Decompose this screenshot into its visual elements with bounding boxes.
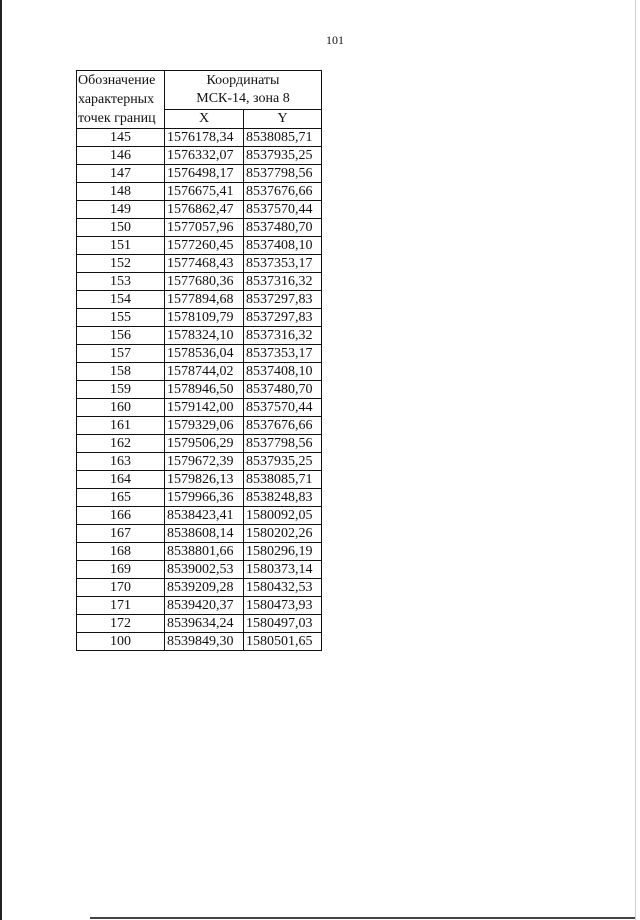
x-coordinate-cell: 8538608,14 <box>165 525 244 543</box>
page-number: 101 <box>326 33 344 47</box>
point-cell: 145 <box>77 129 165 147</box>
x-coordinate-cell: 8538801,66 <box>165 543 244 561</box>
x-coordinate-cell: 1579142,00 <box>165 399 244 417</box>
table-row <box>77 381 322 399</box>
point-cell: 165 <box>77 489 165 507</box>
table-header <box>77 71 322 129</box>
x-coordinate-cell: 8538423,41 <box>165 507 244 525</box>
table-row <box>77 291 322 309</box>
point-cell: 154 <box>77 291 165 309</box>
y-coordinate-cell: 8537676,66 <box>244 417 322 435</box>
table-row <box>77 129 322 147</box>
point-cell: 157 <box>77 345 165 363</box>
x-coordinate-cell: 8539420,37 <box>165 597 244 615</box>
x-coordinate-cell: 1579506,29 <box>165 435 244 453</box>
x-coordinate-cell: 1577680,36 <box>165 273 244 291</box>
table-row <box>77 597 322 615</box>
table-row <box>77 327 322 345</box>
header-point-line-3: точек границ <box>78 111 156 126</box>
x-coordinate-cell: 1577057,96 <box>165 219 244 237</box>
y-coordinate-cell: 1580202,26 <box>244 525 322 543</box>
x-coordinate-cell: 1577894,68 <box>165 291 244 309</box>
header-coordinates <box>165 71 322 110</box>
header-coordinates-line-1: Координаты <box>206 73 280 88</box>
header-y: Y <box>244 110 322 129</box>
y-coordinate-cell: 8537316,32 <box>244 327 322 345</box>
point-cell: 100 <box>77 633 165 651</box>
point-cell: 163 <box>77 453 165 471</box>
y-coordinate-cell: 1580373,14 <box>244 561 322 579</box>
x-coordinate-cell: 1576675,41 <box>165 183 244 201</box>
y-coordinate-cell: 8537353,17 <box>244 255 322 273</box>
x-coordinate-cell: 1579329,06 <box>165 417 244 435</box>
point-cell: 171 <box>77 597 165 615</box>
y-coordinate-cell: 1580473,93 <box>244 597 322 615</box>
y-coordinate-cell: 8537935,25 <box>244 147 322 165</box>
point-cell: 172 <box>77 615 165 633</box>
point-cell: 151 <box>77 237 165 255</box>
table-row <box>77 309 322 327</box>
y-coordinate-cell: 8537935,25 <box>244 453 322 471</box>
x-coordinate-cell: 1578946,50 <box>165 381 244 399</box>
point-cell: 158 <box>77 363 165 381</box>
table-row <box>77 219 322 237</box>
y-coordinate-cell: 8537297,83 <box>244 291 322 309</box>
y-coordinate-cell: 8538248,83 <box>244 489 322 507</box>
coordinates-table <box>76 70 322 651</box>
x-coordinate-cell: 1579966,36 <box>165 489 244 507</box>
x-coordinate-cell: 1579826,13 <box>165 471 244 489</box>
scan-border-bottom <box>90 917 635 919</box>
table-row <box>77 399 322 417</box>
point-cell: 168 <box>77 543 165 561</box>
y-coordinate-cell: 8537570,44 <box>244 399 322 417</box>
scan-border-left <box>0 0 2 920</box>
table-row <box>77 561 322 579</box>
x-coordinate-cell: 8539209,28 <box>165 579 244 597</box>
table-row <box>77 435 322 453</box>
table-row <box>77 237 322 255</box>
x-coordinate-cell: 8539849,30 <box>165 633 244 651</box>
y-coordinate-cell: 1580092,05 <box>244 507 322 525</box>
y-coordinate-cell: 8537480,70 <box>244 219 322 237</box>
y-coordinate-cell: 8537570,44 <box>244 201 322 219</box>
x-coordinate-cell: 1578109,79 <box>165 309 244 327</box>
point-cell: 149 <box>77 201 165 219</box>
table-row <box>77 543 322 561</box>
point-cell: 153 <box>77 273 165 291</box>
x-coordinate-cell: 1579672,39 <box>165 453 244 471</box>
header-coordinates-line-2: МСК-14, зона 8 <box>196 91 290 106</box>
point-cell: 166 <box>77 507 165 525</box>
y-coordinate-cell: 8537798,56 <box>244 435 322 453</box>
header-x: X <box>165 110 244 129</box>
x-coordinate-cell: 1577468,43 <box>165 255 244 273</box>
point-cell: 162 <box>77 435 165 453</box>
point-cell: 167 <box>77 525 165 543</box>
point-cell: 155 <box>77 309 165 327</box>
table-row <box>77 255 322 273</box>
x-coordinate-cell: 1578324,10 <box>165 327 244 345</box>
x-coordinate-cell: 1576178,34 <box>165 129 244 147</box>
y-coordinate-cell: 8537408,10 <box>244 363 322 381</box>
table-row <box>77 183 322 201</box>
table-row <box>77 417 322 435</box>
point-cell: 148 <box>77 183 165 201</box>
table-row <box>77 201 322 219</box>
header-point-line-2: характерных <box>78 92 155 107</box>
scan-border-right <box>635 0 636 920</box>
y-coordinate-cell: 8538085,71 <box>244 471 322 489</box>
table-body <box>77 129 322 651</box>
point-cell: 159 <box>77 381 165 399</box>
x-coordinate-cell: 1578536,04 <box>165 345 244 363</box>
x-coordinate-cell: 1577260,45 <box>165 237 244 255</box>
point-cell: 160 <box>77 399 165 417</box>
y-coordinate-cell: 1580432,53 <box>244 579 322 597</box>
x-coordinate-cell: 8539002,53 <box>165 561 244 579</box>
y-coordinate-cell: 8537297,83 <box>244 309 322 327</box>
point-cell: 156 <box>77 327 165 345</box>
y-coordinate-cell: 1580296,19 <box>244 543 322 561</box>
y-coordinate-cell: 8537353,17 <box>244 345 322 363</box>
header-point-line-1: Обозначение <box>78 73 156 88</box>
y-coordinate-cell: 1580497,03 <box>244 615 322 633</box>
point-cell: 152 <box>77 255 165 273</box>
x-coordinate-cell: 8539634,24 <box>165 615 244 633</box>
y-coordinate-cell: 8537676,66 <box>244 183 322 201</box>
point-cell: 164 <box>77 471 165 489</box>
header-point-designation <box>77 71 165 129</box>
table-row <box>77 615 322 633</box>
y-coordinate-cell: 8537408,10 <box>244 237 322 255</box>
table-row <box>77 345 322 363</box>
table-row <box>77 453 322 471</box>
table-row <box>77 471 322 489</box>
y-coordinate-cell: 8537316,32 <box>244 273 322 291</box>
y-coordinate-cell: 8537798,56 <box>244 165 322 183</box>
x-coordinate-cell: 1576498,17 <box>165 165 244 183</box>
table-row <box>77 579 322 597</box>
y-coordinate-cell: 1580501,65 <box>244 633 322 651</box>
table-row <box>77 363 322 381</box>
point-cell: 150 <box>77 219 165 237</box>
x-coordinate-cell: 1576332,07 <box>165 147 244 165</box>
point-cell: 169 <box>77 561 165 579</box>
table-row <box>77 525 322 543</box>
point-cell: 161 <box>77 417 165 435</box>
point-cell: 147 <box>77 165 165 183</box>
x-coordinate-cell: 1578744,02 <box>165 363 244 381</box>
table-row <box>77 165 322 183</box>
table-row <box>77 507 322 525</box>
table-row <box>77 489 322 507</box>
y-coordinate-cell: 8537480,70 <box>244 381 322 399</box>
point-cell: 170 <box>77 579 165 597</box>
x-coordinate-cell: 1576862,47 <box>165 201 244 219</box>
table-row <box>77 633 322 651</box>
y-coordinate-cell: 8538085,71 <box>244 129 322 147</box>
table-row <box>77 273 322 291</box>
table-row <box>77 147 322 165</box>
point-cell: 146 <box>77 147 165 165</box>
